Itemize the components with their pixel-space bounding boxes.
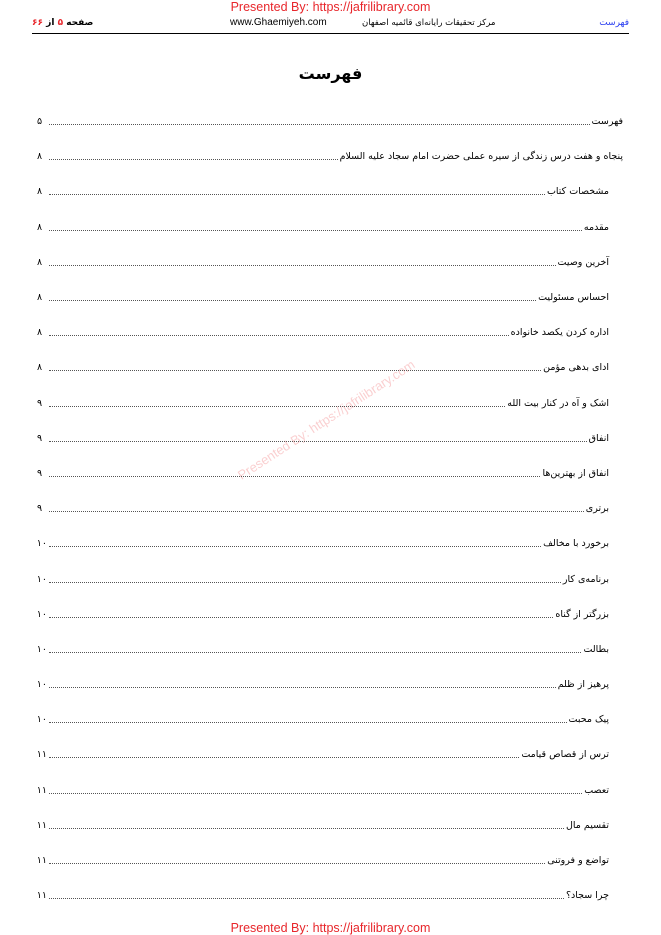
current-page: ۵ (57, 18, 64, 28)
dot-leader (49, 687, 556, 688)
toc-entry-page: ۸ (37, 327, 43, 339)
toc-entry-page: ۱۰ (36, 573, 47, 585)
dot-leader (49, 265, 556, 266)
toc-entry-page: ۹ (37, 467, 43, 479)
dot-leader (49, 335, 509, 336)
toc-entry-page: ۹ (37, 503, 43, 515)
dot-leader (49, 511, 584, 512)
toc-entry[interactable] (37, 597, 623, 632)
toc-entry[interactable] (37, 808, 623, 843)
toc-entry[interactable] (37, 702, 623, 737)
toc-entry-title[interactable]: انفاق از بهترین‌ها (542, 467, 609, 479)
dot-leader (49, 406, 505, 407)
toc-entry-page: ۱۱ (36, 855, 47, 867)
page-title: فهرست (298, 64, 363, 83)
toc-entry[interactable] (37, 737, 623, 772)
toc-entry-page: ۱۱ (36, 784, 47, 796)
toc-entry-page: ۸ (37, 362, 43, 374)
dot-leader (49, 828, 564, 829)
dot-leader (49, 441, 587, 442)
dot-leader (49, 476, 540, 477)
toc-entry-title[interactable]: تواضع و فروتنی (547, 855, 609, 867)
dot-leader (49, 617, 553, 618)
toc-entry-title[interactable]: آخرین وصیت (557, 256, 609, 268)
dot-leader (49, 652, 581, 653)
toc-link[interactable]: فهرست (599, 18, 629, 28)
toc-entry[interactable] (37, 773, 623, 808)
total-pages: ۶۶ (32, 18, 43, 28)
toc-entry[interactable] (37, 280, 623, 315)
toc-entry-title[interactable]: اداره کردن یکصد خانواده (510, 327, 609, 339)
dot-leader (49, 300, 536, 301)
toc-entry-title[interactable]: پرهیز از ظلم (557, 679, 609, 691)
toc-entry[interactable] (37, 139, 623, 174)
toc-entry-page: ۸ (37, 151, 43, 163)
toc-entry-title[interactable]: اشک و آه در کنار بیت الله (507, 397, 609, 409)
toc-entry-title[interactable]: مقدمه (583, 221, 609, 233)
site-url[interactable]: www.Ghaemiyeh.com (230, 17, 327, 28)
toc-entry[interactable] (37, 315, 623, 350)
toc-entry-page: ۸ (37, 221, 43, 233)
toc-entry[interactable] (37, 667, 623, 702)
toc-entry[interactable] (37, 632, 623, 667)
toc-entry-page: ۸ (37, 186, 43, 198)
toc-entry[interactable] (37, 878, 623, 913)
toc-entry-title[interactable]: پیک محبت (568, 714, 609, 726)
toc-entry[interactable] (37, 104, 623, 139)
toc-entry[interactable] (37, 350, 623, 385)
dot-leader (49, 722, 567, 723)
dot-leader (49, 582, 561, 583)
toc-entry-title[interactable]: بطالت (583, 643, 609, 655)
toc-entry[interactable] (37, 843, 623, 878)
toc-entry-title[interactable]: انفاق (588, 432, 609, 444)
toc-entry-title[interactable]: احساس مسئولیت (538, 292, 609, 304)
table-of-contents (37, 104, 623, 913)
top-presented-banner[interactable]: Presented By: https://jafrilibrary.com (230, 0, 431, 14)
toc-entry-title[interactable]: فهرست (591, 116, 623, 128)
dot-leader (49, 546, 541, 547)
toc-entry[interactable] (37, 526, 623, 561)
toc-entry-page: ۹ (37, 397, 43, 409)
toc-entry-title[interactable]: ادای بدهی مؤمن (543, 362, 609, 374)
toc-entry[interactable] (37, 561, 623, 596)
toc-entry-page: ۱۰ (36, 538, 47, 550)
dot-leader (49, 757, 519, 758)
bottom-presented-banner[interactable]: Presented By: https://jafrilibrary.com (230, 921, 431, 935)
toc-entry[interactable] (37, 421, 623, 456)
toc-entry-page: ۱۱ (36, 819, 47, 831)
page-number: صفحه ۵ از ۶۶ (32, 18, 94, 28)
toc-entry[interactable] (37, 245, 623, 280)
dot-leader (49, 124, 590, 125)
toc-entry[interactable] (37, 210, 623, 245)
toc-entry-title[interactable]: برخورد با مخالف (543, 538, 609, 550)
dot-leader (49, 370, 541, 371)
toc-entry[interactable] (37, 456, 623, 491)
toc-entry-page: ۱۱ (36, 890, 47, 902)
watermark: Presented By: https://jafrilibrary.com (235, 356, 418, 483)
toc-entry-page: ۸ (37, 292, 43, 304)
dot-leader (49, 898, 564, 899)
toc-entry-title[interactable]: چرا سجاد؟ (565, 890, 609, 902)
toc-entry-page: ۱۰ (36, 714, 47, 726)
dot-leader (49, 793, 582, 794)
dot-leader (49, 230, 582, 231)
toc-entry-page: ۱۰ (36, 643, 47, 655)
toc-entry[interactable] (37, 386, 623, 421)
toc-entry-page: ۱۰ (36, 608, 47, 620)
toc-entry-page: ۵ (37, 116, 43, 128)
toc-entry[interactable] (37, 491, 623, 526)
toc-entry-page: ۱۰ (36, 679, 47, 691)
toc-entry-page: ۱۱ (36, 749, 47, 761)
dot-leader (49, 194, 545, 195)
header-center-title: مرکز تحقیقات رایانه‌ای قائمیه اصفهان (362, 18, 496, 28)
toc-entry-title[interactable]: ترس از قصاص قیامت (521, 749, 609, 761)
dot-leader (49, 159, 338, 160)
toc-entry-page: ۹ (37, 432, 43, 444)
toc-entry-page: ۸ (37, 256, 43, 268)
toc-entry-title[interactable]: تعصب (584, 784, 609, 796)
toc-entry-title[interactable]: مشخصات کتاب (546, 186, 609, 198)
toc-entry-title[interactable]: برتری (585, 503, 609, 515)
dot-leader (49, 863, 545, 864)
toc-entry-title[interactable]: تقسیم مال (565, 819, 609, 831)
page-header (32, 15, 629, 34)
toc-entry-title[interactable]: بزرگتر از گناه (555, 608, 609, 620)
toc-entry[interactable] (37, 174, 623, 209)
toc-entry-title[interactable]: برنامه‌ی کار (562, 573, 609, 585)
toc-entry-title[interactable]: پنجاه و هفت درس زندگی از سیره عملی حضرت امام سجاد علیه السلام (339, 151, 623, 163)
